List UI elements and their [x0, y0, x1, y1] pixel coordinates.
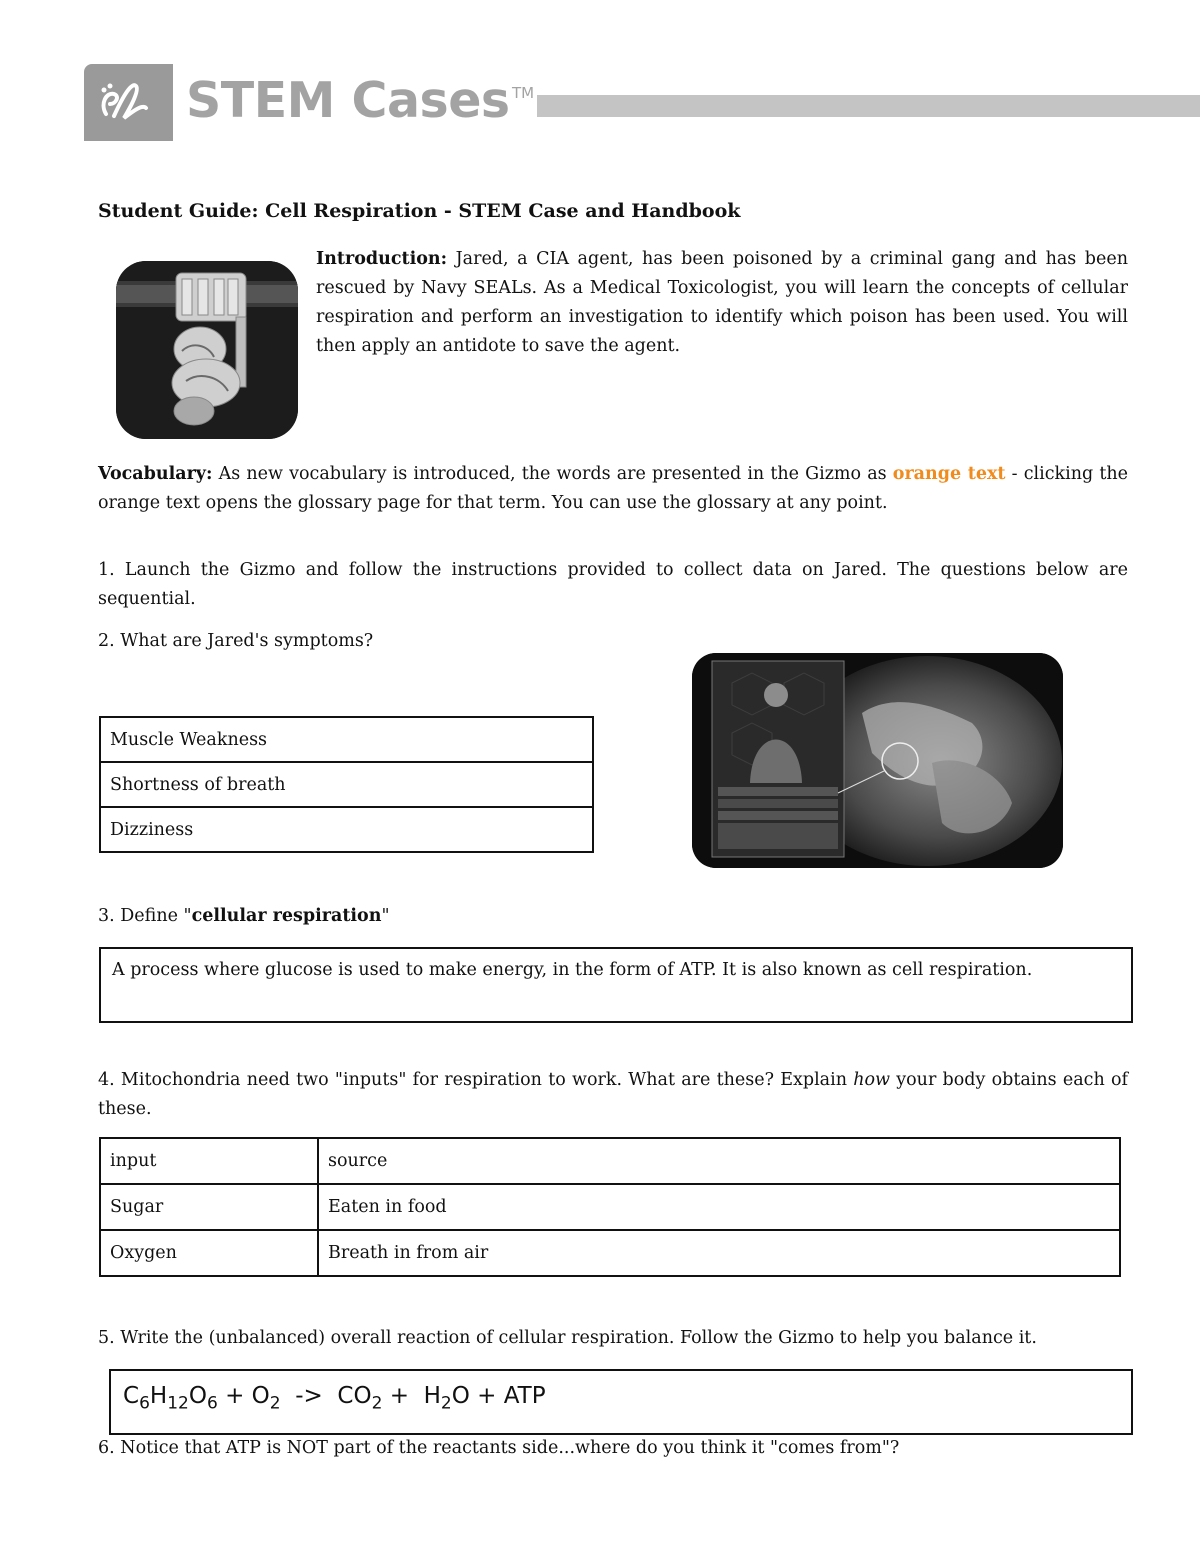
table-row: [100, 762, 593, 807]
vocab-label: Vocabulary:: [98, 464, 213, 484]
question-1: 1. Launch the Gizmo and follow the instructions provided to collect data on Jared. The questions below are sequential.: [98, 560, 1128, 609]
question-6: 6. Notice that ATP is NOT part of the reactants side...where do you think it "comes from"?: [98, 1438, 900, 1458]
eq-part: C: [123, 1383, 140, 1409]
eq-sub: 2: [269, 1393, 281, 1414]
table-header-row: [100, 1138, 1120, 1184]
definition-answer: A process where glucose is used to make energy, in the form of ATP. It is also known as cell respiration.: [112, 960, 1033, 980]
eq-part: + H: [382, 1383, 441, 1409]
symptom-cell[interactable]: Shortness of breath: [100, 762, 593, 807]
orange-text-example: orange text: [892, 464, 1006, 484]
respiration-equation: [123, 1383, 546, 1414]
eq-sub: 2: [371, 1393, 383, 1414]
q4-text-after: your body obtains each of these.: [98, 1070, 1128, 1119]
header-input: input: [100, 1138, 318, 1184]
protein-structure-image: [116, 261, 298, 439]
eq-part: + O: [217, 1383, 270, 1409]
header-source: source: [318, 1138, 1120, 1184]
symptoms-table: [99, 716, 594, 853]
el-logo-icon: [84, 64, 173, 141]
table-row: [100, 717, 593, 762]
vocabulary-paragraph: [98, 460, 1128, 518]
input-cell[interactable]: Sugar: [100, 1184, 318, 1230]
intro-text: Jared, a CIA agent, has been poisoned by a criminal gang and has been rescued by Navy SEALs. As a Medical Toxicologist, you will learn the concepts of cellular respiration and perform an investigation to identify which poison has been used. You will then apply an antidote to save the agent.: [316, 249, 1128, 356]
header-bar: [537, 95, 1200, 117]
table-row: [100, 1184, 1120, 1230]
q3-text-after: ": [381, 906, 390, 926]
q3-term: cellular respiration: [191, 906, 382, 926]
source-cell[interactable]: Eaten in food: [318, 1184, 1120, 1230]
eq-part: O + ATP: [451, 1383, 546, 1409]
vocab-text-before: As new vocabulary is introduced, the words are presented in the Gizmo as: [212, 464, 893, 484]
question-3: [98, 902, 390, 931]
question-4: [98, 1066, 1128, 1124]
q4-text-before: 4. Mitochondria need two "inputs" for respiration to work. What are these? Explain: [98, 1070, 854, 1090]
vocab-text-after: - clicking the orange text opens the glossary page for that term. You can use the glossary at any point.: [98, 464, 1128, 513]
brand-name: STEM Cases: [186, 72, 510, 129]
trademark: TM: [512, 84, 535, 102]
table-row: [100, 807, 593, 852]
jared-gizmo-screenshot: [692, 653, 1063, 868]
table-row: [100, 1230, 1120, 1276]
question-5: 5. Write the (unbalanced) overall reaction of cellular respiration. Follow the Gizmo to help you balance it.: [98, 1328, 1037, 1348]
intro-label: Introduction:: [316, 249, 448, 269]
eq-part: H: [149, 1383, 168, 1409]
source-cell[interactable]: Breath in from air: [318, 1230, 1120, 1276]
eq-part: O: [188, 1383, 207, 1409]
eq-sub: 12: [167, 1393, 189, 1414]
eq-part: -> CO: [280, 1383, 372, 1409]
introduction-paragraph: [316, 245, 1128, 361]
definition-answer-box[interactable]: [99, 947, 1133, 1023]
symptom-cell[interactable]: Dizziness: [100, 807, 593, 852]
eq-sub: 6: [139, 1393, 150, 1414]
q4-italic: how: [853, 1070, 891, 1090]
page-title: Student Guide: Cell Respiration - STEM Case and Handbook: [98, 200, 741, 222]
q3-text-before: 3. Define ": [98, 906, 192, 926]
question-2: 2. What are Jared's symptoms?: [98, 631, 374, 651]
eq-sub: 2: [440, 1393, 452, 1414]
equation-answer-box[interactable]: [109, 1369, 1133, 1435]
eq-sub: 6: [206, 1393, 218, 1414]
input-cell[interactable]: Oxygen: [100, 1230, 318, 1276]
inputs-table: [99, 1137, 1121, 1277]
logo-badge: [84, 64, 173, 141]
symptom-cell[interactable]: Muscle Weakness: [100, 717, 593, 762]
